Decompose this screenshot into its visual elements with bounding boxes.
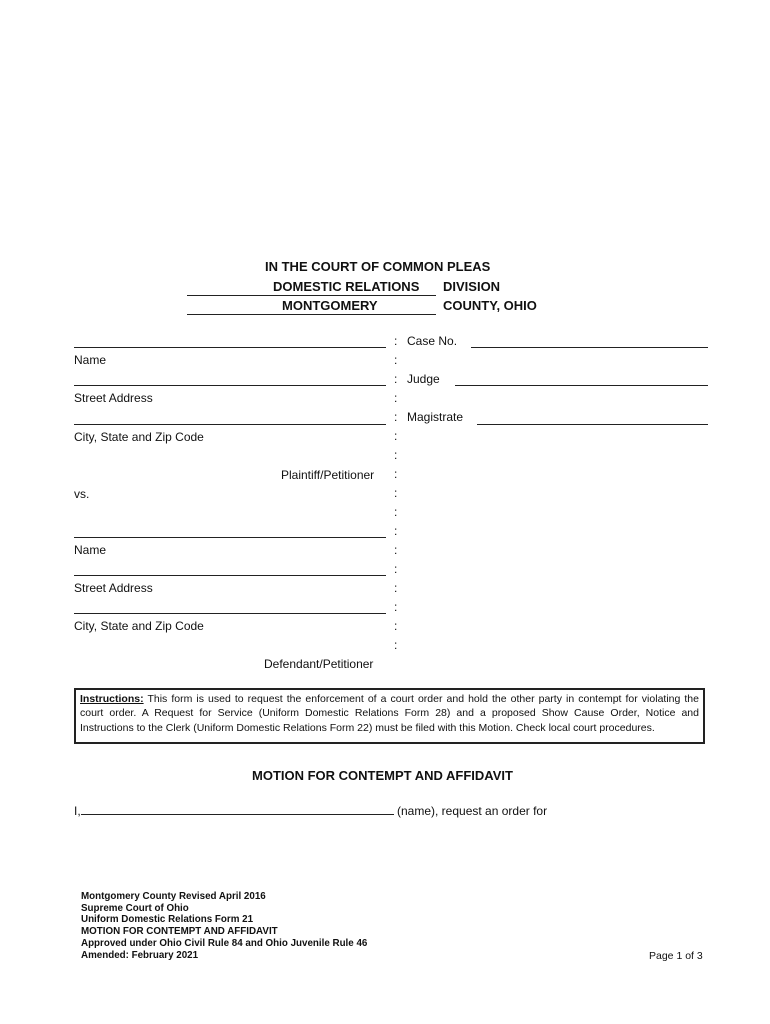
footer-line: Amended: February 2021 bbox=[81, 949, 199, 961]
form-footer bbox=[81, 891, 367, 961]
motion-prefix: I, bbox=[74, 804, 81, 818]
division-name: DOMESTIC RELATIONS bbox=[273, 279, 420, 294]
plaintiff-street-line[interactable] bbox=[74, 385, 386, 386]
petitioner-name-field[interactable] bbox=[81, 803, 394, 815]
division-word: DIVISION bbox=[443, 279, 501, 294]
page-number: Page 1 of 3 bbox=[649, 950, 703, 962]
caption-colon: : bbox=[394, 600, 398, 614]
plaintiff-name-line[interactable] bbox=[74, 347, 386, 348]
plaintiff-city-label: City, State and Zip Code bbox=[74, 430, 204, 444]
judge-field[interactable] bbox=[455, 385, 708, 386]
case-no-label: Case No. bbox=[407, 334, 458, 348]
defendant-name-line[interactable] bbox=[74, 537, 386, 538]
motion-title: MOTION FOR CONTEMPT AND AFFIDAVIT bbox=[252, 768, 513, 783]
caption-colon: : bbox=[394, 543, 398, 557]
county-name: MONTGOMERY bbox=[282, 298, 378, 313]
versus-label: vs. bbox=[74, 487, 90, 501]
plaintiff-name-label: Name bbox=[74, 353, 107, 367]
caption-colon: : bbox=[394, 372, 398, 386]
caption-colon: : bbox=[394, 467, 398, 481]
footer-line: Montgomery County Revised April 2016 bbox=[81, 891, 266, 902]
caption-colon: : bbox=[394, 581, 398, 595]
defendant-street-line[interactable] bbox=[74, 575, 386, 576]
court-title: IN THE COURT OF COMMON PLEAS bbox=[265, 259, 491, 274]
caption-colon: : bbox=[394, 391, 398, 405]
plaintiff-street-label: Street Address bbox=[74, 391, 153, 405]
caption-colon: : bbox=[394, 334, 398, 348]
caption-colon: : bbox=[394, 353, 398, 367]
instructions-text: This form is used to request the enforcement of a court order and hold the other party in contempt for violating the court order. A Request for Service (Uniform Domestic Relations Form 28) and a proposed Show Cause Order, Notice and Instructions to the Clerk (Uniform Domestic Relations Form 22) must be filed with this Motion. Check local court procedures. bbox=[80, 693, 699, 734]
county-word: COUNTY, OHIO bbox=[443, 298, 537, 313]
defendant-city-line[interactable] bbox=[74, 613, 386, 614]
caption-colon: : bbox=[394, 638, 398, 652]
county-underline bbox=[187, 314, 436, 315]
caption-colon: : bbox=[394, 619, 398, 633]
magistrate-field[interactable] bbox=[477, 424, 708, 425]
footer-line: Approved under Ohio Civil Rule 84 and Ohio Juvenile Rule 46 bbox=[81, 937, 368, 949]
defendant-role: Defendant/Petitioner bbox=[264, 657, 374, 671]
plaintiff-role: Plaintiff/Petitioner bbox=[281, 468, 375, 482]
plaintiff-city-line[interactable] bbox=[74, 424, 386, 425]
motion-suffix: (name), request an order for bbox=[393, 804, 548, 818]
defendant-street-label: Street Address bbox=[74, 581, 153, 595]
magistrate-label: Magistrate bbox=[407, 410, 464, 424]
case-no-field[interactable] bbox=[471, 347, 708, 348]
footer-line: Supreme Court of Ohio bbox=[81, 902, 189, 914]
motion-intro-line bbox=[74, 803, 547, 818]
judge-label: Judge bbox=[407, 372, 440, 386]
caption-colon: : bbox=[394, 505, 398, 519]
caption-colon: : bbox=[394, 486, 398, 500]
instructions-box bbox=[74, 688, 705, 744]
footer-line: Uniform Domestic Relations Form 21 bbox=[81, 914, 254, 926]
instructions-label: Instructions: bbox=[80, 693, 144, 705]
caption-colon: : bbox=[394, 429, 398, 443]
footer-line: MOTION FOR CONTEMPT AND AFFIDAVIT bbox=[81, 926, 278, 938]
caption-colon: : bbox=[394, 562, 398, 576]
caption-colon: : bbox=[394, 448, 398, 462]
defendant-name-label: Name bbox=[74, 543, 107, 557]
caption-colon: : bbox=[394, 524, 398, 538]
caption-colon: : bbox=[394, 410, 398, 424]
division-underline bbox=[187, 295, 436, 296]
defendant-city-label: City, State and Zip Code bbox=[74, 619, 204, 633]
